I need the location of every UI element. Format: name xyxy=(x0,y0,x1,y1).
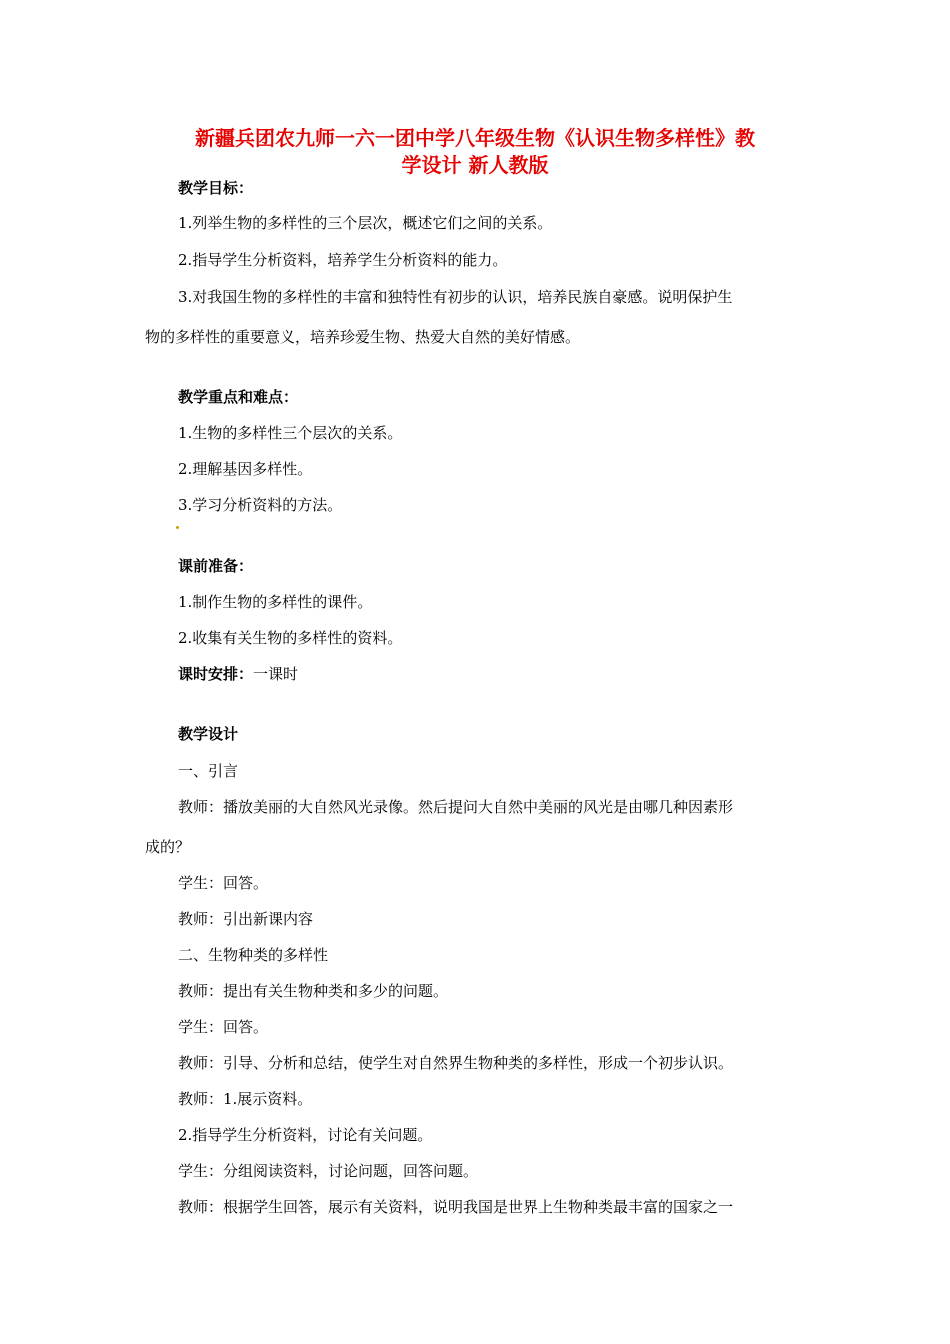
design-line-3: 教师：引出新课内容 xyxy=(178,910,314,928)
preparation-item-1: 1.制作生物的多样性的课件。 xyxy=(178,593,373,611)
preparation-heading: 课前准备： xyxy=(178,557,254,575)
objective-item-3-line-2: 物的多样性的重要意义，培养珍爱生物、热爱大自然的美好情感。 xyxy=(145,328,581,346)
document-title-line-1: 新疆兵团农九师一六一团中学八年级生物《认识生物多样性》教 xyxy=(195,126,755,150)
design-line-5: 学生：回答。 xyxy=(178,1018,269,1036)
design-line-9: 学生：分组阅读资料，讨论问题，回答问题。 xyxy=(178,1162,479,1180)
objective-item-3-line-1: 3.对我国生物的多样性的丰富和独特性有初步的认识，培养民族自豪感。说明保护生 xyxy=(178,288,733,306)
objective-item-2: 2.指导学生分析资料，培养学生分析资料的能力。 xyxy=(178,251,508,269)
design-line-8: 2.指导学生分析资料，讨论有关问题。 xyxy=(178,1126,433,1144)
design-line-1b: 成的？ xyxy=(145,838,191,856)
schedule-label: 课时安排： xyxy=(178,665,254,683)
design-line-10: 教师：根据学生回答，展示有关资料，说明我国是世界上生物种类最丰富的国家之一 xyxy=(178,1198,734,1216)
key-point-item-2: 2.理解基因多样性。 xyxy=(178,460,313,478)
objectives-heading: 教学目标： xyxy=(178,179,254,197)
design-section-2: 二、生物种类的多样性 xyxy=(178,946,329,964)
design-line-7: 教师：1.展示资料。 xyxy=(178,1090,313,1108)
preparation-item-2: 2.收集有关生物的多样性的资料。 xyxy=(178,629,403,647)
design-line-1a: 教师：播放美丽的大自然风光录像。然后提问大自然中美丽的风光是由哪几种因素形 xyxy=(178,798,734,816)
key-point-item-3: 3.学习分析资料的方法。 xyxy=(178,496,343,514)
stray-dot-mark xyxy=(176,526,179,529)
document-title-line-2: 学设计 新人教版 xyxy=(401,153,549,177)
design-line-6: 教师：引导、分析和总结，使学生对自然界生物种类的多样性，形成一个初步认识。 xyxy=(178,1054,734,1072)
key-point-item-1: 1.生物的多样性三个层次的关系。 xyxy=(178,424,403,442)
schedule-value: 一课时 xyxy=(253,665,299,683)
design-line-2: 学生：回答。 xyxy=(178,874,269,892)
design-heading: 教学设计 xyxy=(178,725,239,743)
key-points-heading: 教学重点和难点： xyxy=(178,388,299,406)
objective-item-1: 1.列举生物的多样性的三个层次，概述它们之间的关系。 xyxy=(178,214,553,232)
schedule-line xyxy=(178,664,298,684)
design-section-1: 一、引言 xyxy=(178,762,239,780)
design-line-4: 教师：提出有关生物种类和多少的问题。 xyxy=(178,982,449,1000)
